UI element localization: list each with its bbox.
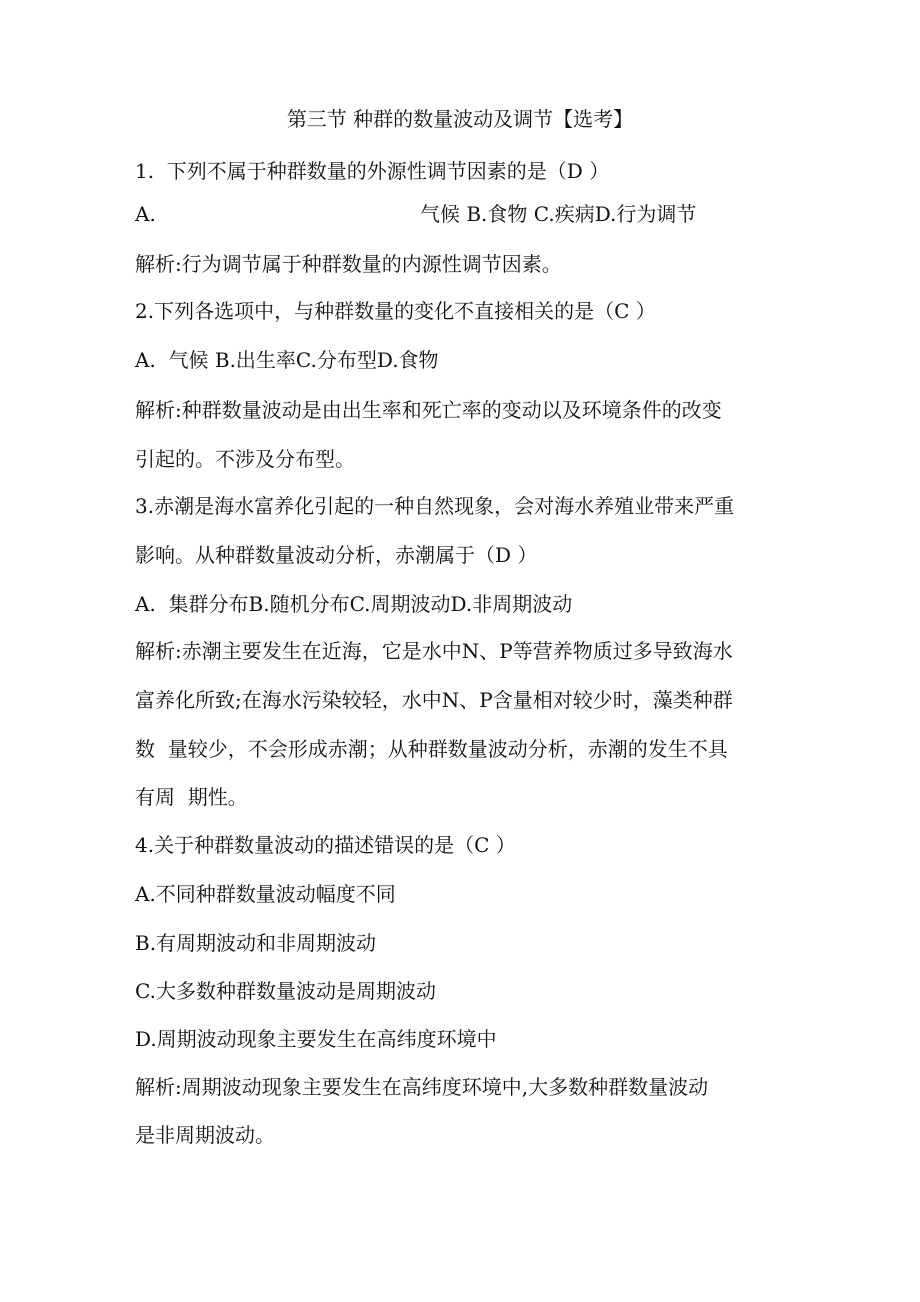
question-1-stem: 1. 下列不属于种群数量的外源性调节因素的是（D ） bbox=[135, 159, 610, 183]
question-3-stem-line-1: 3.赤潮是海水富养化引起的一种自然现象，会对海水养殖业带来严重 bbox=[135, 494, 735, 518]
question-3-analysis-line-1: 解析:赤潮主要发生在近海，它是水中N、P等营养物质过多导致海水 bbox=[135, 639, 733, 663]
question-3-analysis-line-2: 富养化所致;在海水污染较轻，水中N、P含量相对较少时，藻类种群 bbox=[135, 688, 733, 712]
question-4-stem: 4.关于种群数量波动的描述错误的是（C ） bbox=[135, 833, 516, 857]
question-4-option-b: B.有周期波动和非周期波动 bbox=[135, 931, 377, 955]
page-title: 第三节 种群的数量波动及调节【选考】 bbox=[286, 107, 634, 131]
question-3-analysis-line-4: 有周 期性。 bbox=[135, 785, 248, 809]
question-1-analysis: 解析:行为调节属于种群数量的内源性调节因素。 bbox=[135, 252, 562, 276]
question-2-stem: 2.下列各选项中，与种群数量的变化不直接相关的是（C ） bbox=[135, 299, 656, 323]
question-4-option-a: A.不同种群数量波动幅度不同 bbox=[135, 882, 396, 906]
question-3-analysis-line-3: 数 量较少，不会形成赤潮；从种群数量波动分析，赤潮的发生不具 bbox=[135, 737, 728, 761]
question-1-options: 气候 B.食物 C.疾病D.行为调节 bbox=[420, 202, 697, 226]
question-4-option-d: D.周期波动现象主要发生在高纬度环境中 bbox=[135, 1027, 497, 1051]
question-4-option-c: C.大多数种群数量波动是周期波动 bbox=[135, 979, 436, 1003]
question-2-options: A. 气候 B.出生率C.分布型D.食物 bbox=[135, 348, 439, 372]
question-3-options: A. 集群分布B.随机分布C.周期波动D.非周期波动 bbox=[135, 592, 573, 616]
question-2-analysis-line-2: 引起的。不涉及分布型。 bbox=[135, 447, 355, 471]
question-2-analysis-line-1: 解析:种群数量波动是由出生率和死亡率的变动以及环境条件的改变 bbox=[135, 398, 722, 422]
question-1-option-a-label: A. bbox=[135, 202, 156, 226]
question-3-stem-line-2: 影响。从种群数量波动分析，赤潮属于（D ） bbox=[135, 543, 538, 567]
question-4-analysis-line-2: 是非周期波动。 bbox=[135, 1123, 275, 1147]
question-4-analysis-line-1: 解析:周期波动现象主要发生在高纬度环境中,大多数种群数量波动 bbox=[135, 1075, 709, 1099]
